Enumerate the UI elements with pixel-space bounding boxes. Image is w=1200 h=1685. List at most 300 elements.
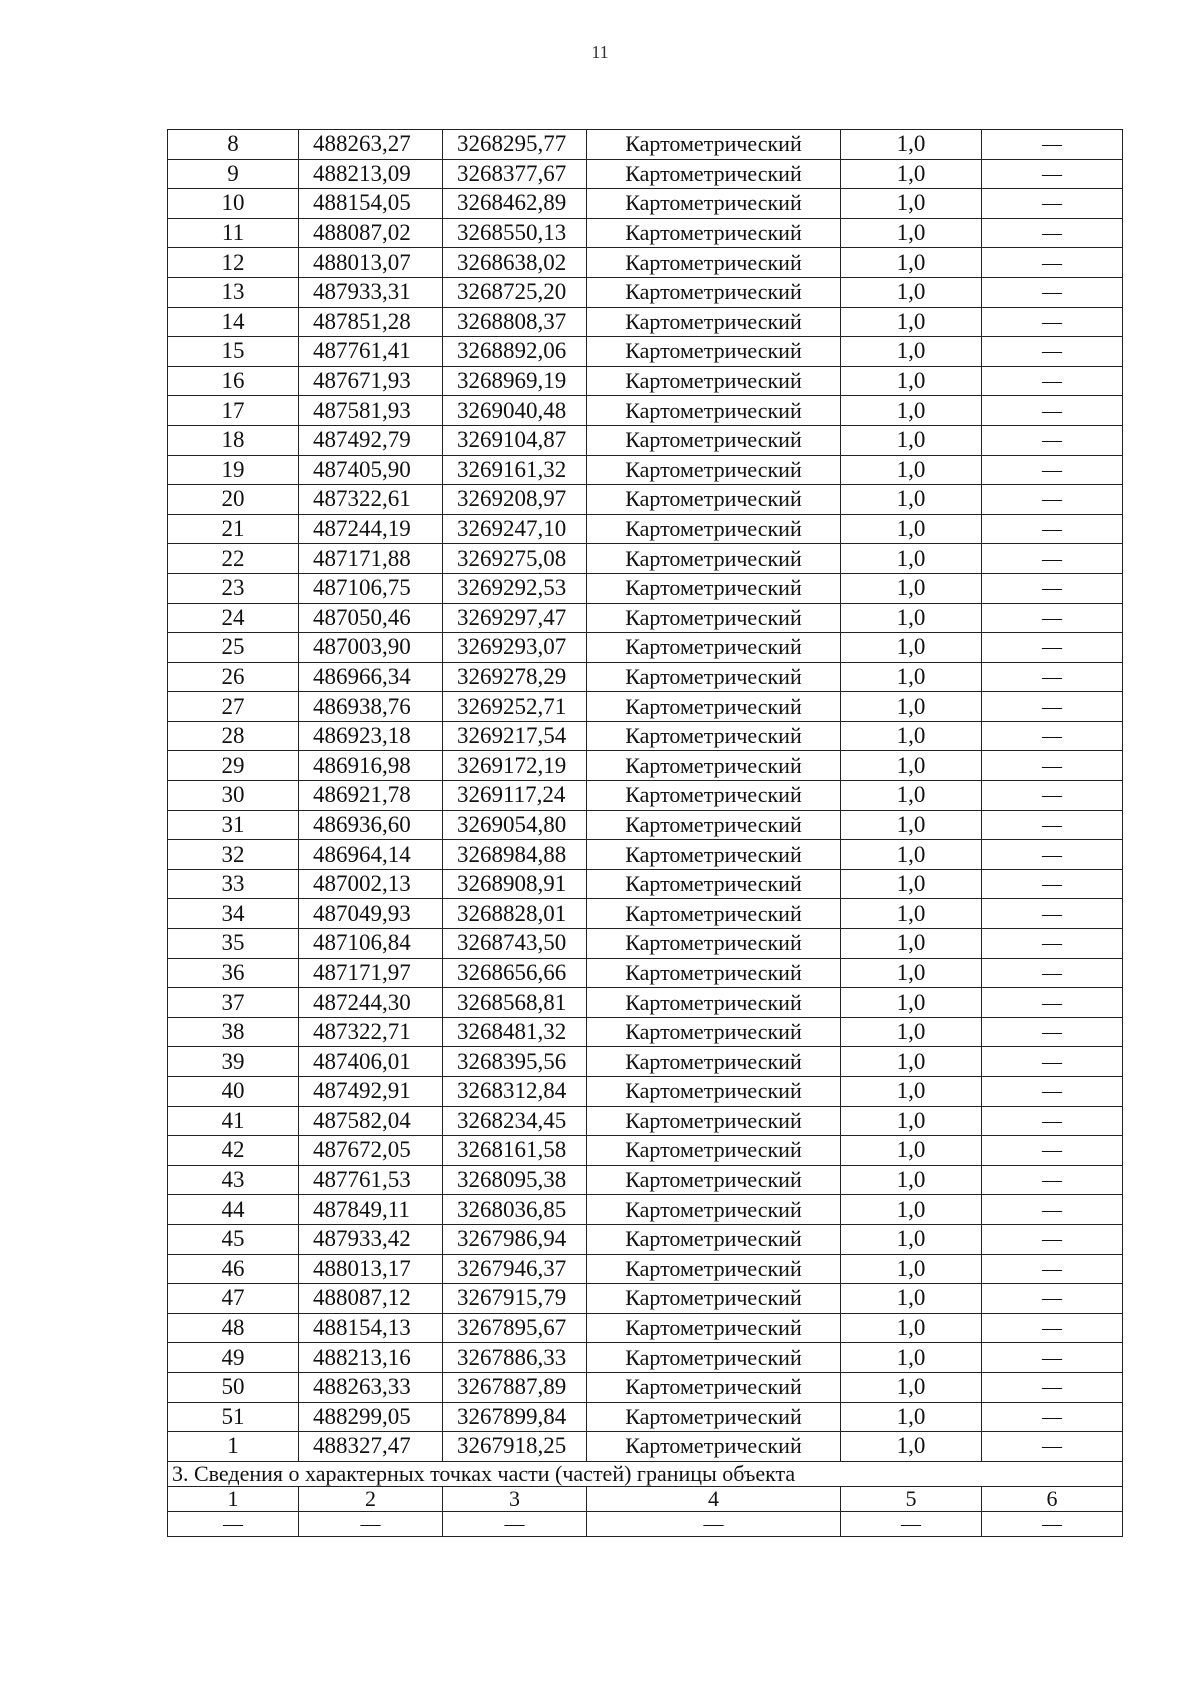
x-coordinate-cell: 487761,53 (299, 1165, 443, 1195)
accuracy-cell: 1,0 (841, 130, 982, 160)
y-coordinate-cell: 3269054,80 (443, 810, 587, 840)
point-number-cell: 38 (168, 1017, 299, 1047)
x-coordinate-cell: 487492,79 (299, 425, 443, 455)
method-cell: Картометрический (587, 396, 841, 426)
note-cell: — (982, 159, 1123, 189)
y-coordinate-cell: 3267887,89 (443, 1372, 587, 1402)
y-coordinate-cell: 3268295,77 (443, 130, 587, 160)
point-number-cell: 30 (168, 781, 299, 811)
accuracy-cell: 1,0 (841, 810, 982, 840)
point-number-cell: 20 (168, 485, 299, 515)
note-cell: — (982, 573, 1123, 603)
y-coordinate-cell: 3269208,97 (443, 485, 587, 515)
y-coordinate-cell: 3267895,67 (443, 1313, 587, 1343)
accuracy-cell: 1,0 (841, 1284, 982, 1314)
table-row (168, 1165, 1123, 1195)
point-number-cell: 28 (168, 721, 299, 751)
method-cell: Картометрический (587, 514, 841, 544)
x-coordinate-cell: 487244,30 (299, 988, 443, 1018)
y-coordinate-cell: 3267986,94 (443, 1224, 587, 1254)
method-cell: Картометрический (587, 1372, 841, 1402)
point-number-cell: 19 (168, 455, 299, 485)
point-number-cell: 34 (168, 899, 299, 929)
method-cell: Картометрический (587, 485, 841, 515)
accuracy-cell: 1,0 (841, 1254, 982, 1284)
method-cell: Картометрический (587, 1402, 841, 1432)
method-cell: Картометрический (587, 781, 841, 811)
point-number-cell: 15 (168, 337, 299, 367)
note-cell: — (982, 1165, 1123, 1195)
method-cell: Картометрический (587, 1313, 841, 1343)
point-number-cell: 42 (168, 1136, 299, 1166)
y-coordinate-cell: 3269297,47 (443, 603, 587, 633)
note-cell: — (982, 781, 1123, 811)
column-number-cell: 5 (841, 1486, 982, 1511)
y-coordinate-cell: 3268725,20 (443, 277, 587, 307)
accuracy-cell: 1,0 (841, 869, 982, 899)
point-number-cell: 1 (168, 1432, 299, 1462)
x-coordinate-cell: 487406,01 (299, 1047, 443, 1077)
point-number-cell: 43 (168, 1165, 299, 1195)
note-cell: — (982, 218, 1123, 248)
y-coordinate-cell: 3268828,01 (443, 899, 587, 929)
point-number-cell: 16 (168, 366, 299, 396)
x-coordinate-cell: 486923,18 (299, 721, 443, 751)
point-number-cell: 49 (168, 1343, 299, 1373)
point-number-cell: 47 (168, 1284, 299, 1314)
table-row (168, 751, 1123, 781)
note-cell: — (982, 751, 1123, 781)
table-row (168, 218, 1123, 248)
table-row (168, 633, 1123, 663)
point-number-cell: 25 (168, 633, 299, 663)
note-cell: — (982, 1224, 1123, 1254)
y-coordinate-cell: 3269217,54 (443, 721, 587, 751)
x-coordinate-cell: 488213,16 (299, 1343, 443, 1373)
y-coordinate-cell: 3268550,13 (443, 218, 587, 248)
x-coordinate-cell: 487581,93 (299, 396, 443, 426)
x-coordinate-cell: 487003,90 (299, 633, 443, 663)
table-row (168, 189, 1123, 219)
method-cell: Картометрический (587, 218, 841, 248)
x-coordinate-cell: 486966,34 (299, 662, 443, 692)
accuracy-cell: 1,0 (841, 662, 982, 692)
x-coordinate-cell: 486921,78 (299, 781, 443, 811)
point-number-cell: 11 (168, 218, 299, 248)
accuracy-cell: 1,0 (841, 899, 982, 929)
y-coordinate-cell: 3269292,53 (443, 573, 587, 603)
note-cell: — (982, 248, 1123, 278)
note-cell: — (982, 307, 1123, 337)
x-coordinate-cell: 488154,13 (299, 1313, 443, 1343)
method-cell: Картометрический (587, 751, 841, 781)
accuracy-cell: 1,0 (841, 1136, 982, 1166)
method-cell: Картометрический (587, 1017, 841, 1047)
y-coordinate-cell: 3268638,02 (443, 248, 587, 278)
note-cell: — (982, 692, 1123, 722)
note-cell: — (982, 1195, 1123, 1225)
point-number-cell: 32 (168, 840, 299, 870)
table-row (168, 1313, 1123, 1343)
point-number-cell: 39 (168, 1047, 299, 1077)
point-number-cell: 18 (168, 425, 299, 455)
point-number-cell: 8 (168, 130, 299, 160)
x-coordinate-cell: 488087,02 (299, 218, 443, 248)
note-cell: — (982, 1432, 1123, 1462)
note-cell: — (982, 1284, 1123, 1314)
note-cell: — (982, 1313, 1123, 1343)
column-number-cell: 2 (299, 1486, 443, 1511)
column-number-cell: 1 (168, 1486, 299, 1511)
y-coordinate-cell: 3268481,32 (443, 1017, 587, 1047)
x-coordinate-cell: 488154,05 (299, 189, 443, 219)
note-cell: — (982, 929, 1123, 959)
method-cell: Картометрический (587, 455, 841, 485)
y-coordinate-cell: 3267918,25 (443, 1432, 587, 1462)
y-coordinate-cell: 3269104,87 (443, 425, 587, 455)
method-cell: Картометрический (587, 1106, 841, 1136)
accuracy-cell: 1,0 (841, 958, 982, 988)
point-number-cell: 46 (168, 1254, 299, 1284)
x-coordinate-cell: 487049,93 (299, 899, 443, 929)
y-coordinate-cell: 3268462,89 (443, 189, 587, 219)
method-cell: Картометрический (587, 929, 841, 959)
section3-body (168, 1461, 1123, 1536)
method-cell: Картометрический (587, 337, 841, 367)
x-coordinate-cell: 487933,42 (299, 1224, 443, 1254)
y-coordinate-cell: 3268656,66 (443, 958, 587, 988)
boundary-points-table (167, 129, 1123, 1537)
accuracy-cell: 1,0 (841, 307, 982, 337)
table-row (168, 1047, 1123, 1077)
accuracy-cell: 1,0 (841, 988, 982, 1018)
x-coordinate-cell: 487671,93 (299, 366, 443, 396)
x-coordinate-cell: 486938,76 (299, 692, 443, 722)
method-cell: Картометрический (587, 366, 841, 396)
dash-cell: — (587, 1511, 841, 1536)
accuracy-cell: 1,0 (841, 1017, 982, 1047)
x-coordinate-cell: 487492,91 (299, 1077, 443, 1107)
points-table-body (168, 130, 1123, 1462)
accuracy-cell: 1,0 (841, 929, 982, 959)
y-coordinate-cell: 3267899,84 (443, 1402, 587, 1432)
method-cell: Картометрический (587, 573, 841, 603)
accuracy-cell: 1,0 (841, 1195, 982, 1225)
y-coordinate-cell: 3268969,19 (443, 366, 587, 396)
method-cell: Картометрический (587, 810, 841, 840)
note-cell: — (982, 455, 1123, 485)
table-row (168, 1254, 1123, 1284)
note-cell: — (982, 988, 1123, 1018)
section-3-empty-row (168, 1511, 1123, 1536)
table-row (168, 366, 1123, 396)
accuracy-cell: 1,0 (841, 721, 982, 751)
note-cell: — (982, 366, 1123, 396)
x-coordinate-cell: 488087,12 (299, 1284, 443, 1314)
method-cell: Картометрический (587, 248, 841, 278)
table-row (168, 1343, 1123, 1373)
note-cell: — (982, 189, 1123, 219)
table-row (168, 1106, 1123, 1136)
x-coordinate-cell: 487106,75 (299, 573, 443, 603)
column-number-cell: 3 (443, 1486, 587, 1511)
method-cell: Картометрический (587, 544, 841, 574)
method-cell: Картометрический (587, 1254, 841, 1284)
method-cell: Картометрический (587, 1165, 841, 1195)
point-number-cell: 50 (168, 1372, 299, 1402)
point-number-cell: 31 (168, 810, 299, 840)
method-cell: Картометрический (587, 1136, 841, 1166)
table-row (168, 869, 1123, 899)
point-number-cell: 10 (168, 189, 299, 219)
accuracy-cell: 1,0 (841, 633, 982, 663)
dash-cell: — (299, 1511, 443, 1536)
point-number-cell: 9 (168, 159, 299, 189)
method-cell: Картометрический (587, 603, 841, 633)
y-coordinate-cell: 3269275,08 (443, 544, 587, 574)
method-cell: Картометрический (587, 721, 841, 751)
accuracy-cell: 1,0 (841, 1313, 982, 1343)
x-coordinate-cell: 488327,47 (299, 1432, 443, 1462)
y-coordinate-cell: 3268908,91 (443, 869, 587, 899)
method-cell: Картометрический (587, 899, 841, 929)
section-3-heading-row (168, 1461, 1123, 1486)
table-row (168, 662, 1123, 692)
note-cell: — (982, 1136, 1123, 1166)
column-number-cell: 6 (982, 1486, 1123, 1511)
x-coordinate-cell: 487405,90 (299, 455, 443, 485)
table-row (168, 425, 1123, 455)
note-cell: — (982, 514, 1123, 544)
table-row (168, 396, 1123, 426)
method-cell: Картометрический (587, 1432, 841, 1462)
point-number-cell: 14 (168, 307, 299, 337)
note-cell: — (982, 899, 1123, 929)
note-cell: — (982, 958, 1123, 988)
x-coordinate-cell: 487849,11 (299, 1195, 443, 1225)
note-cell: — (982, 603, 1123, 633)
accuracy-cell: 1,0 (841, 514, 982, 544)
y-coordinate-cell: 3268377,67 (443, 159, 587, 189)
x-coordinate-cell: 487171,88 (299, 544, 443, 574)
note-cell: — (982, 1402, 1123, 1432)
section-3-title: 3. Сведения о характерных точках части (частей) границы объекта (168, 1461, 1123, 1486)
y-coordinate-cell: 3268036,85 (443, 1195, 587, 1225)
y-coordinate-cell: 3268095,38 (443, 1165, 587, 1195)
y-coordinate-cell: 3268161,58 (443, 1136, 587, 1166)
x-coordinate-cell: 487582,04 (299, 1106, 443, 1136)
accuracy-cell: 1,0 (841, 603, 982, 633)
x-coordinate-cell: 488299,05 (299, 1402, 443, 1432)
y-coordinate-cell: 3269247,10 (443, 514, 587, 544)
x-coordinate-cell: 487322,71 (299, 1017, 443, 1047)
method-cell: Картометрический (587, 633, 841, 663)
x-coordinate-cell: 487171,97 (299, 958, 443, 988)
point-number-cell: 37 (168, 988, 299, 1018)
section-3-column-numbers-row (168, 1486, 1123, 1511)
y-coordinate-cell: 3267915,79 (443, 1284, 587, 1314)
y-coordinate-cell: 3269293,07 (443, 633, 587, 663)
table-row (168, 455, 1123, 485)
point-number-cell: 33 (168, 869, 299, 899)
y-coordinate-cell: 3269040,48 (443, 396, 587, 426)
note-cell: — (982, 1106, 1123, 1136)
note-cell: — (982, 544, 1123, 574)
x-coordinate-cell: 488213,09 (299, 159, 443, 189)
table-row (168, 840, 1123, 870)
method-cell: Картометрический (587, 840, 841, 870)
note-cell: — (982, 840, 1123, 870)
accuracy-cell: 1,0 (841, 1047, 982, 1077)
note-cell: — (982, 869, 1123, 899)
table-row (168, 130, 1123, 160)
note-cell: — (982, 1372, 1123, 1402)
dash-cell: — (841, 1511, 982, 1536)
note-cell: — (982, 662, 1123, 692)
note-cell: — (982, 721, 1123, 751)
x-coordinate-cell: 487002,13 (299, 869, 443, 899)
method-cell: Картометрический (587, 869, 841, 899)
accuracy-cell: 1,0 (841, 1106, 982, 1136)
method-cell: Картометрический (587, 1077, 841, 1107)
point-number-cell: 12 (168, 248, 299, 278)
point-number-cell: 17 (168, 396, 299, 426)
method-cell: Картометрический (587, 1284, 841, 1314)
method-cell: Картометрический (587, 958, 841, 988)
note-cell: — (982, 277, 1123, 307)
point-number-cell: 41 (168, 1106, 299, 1136)
table-row (168, 988, 1123, 1018)
dash-cell: — (168, 1511, 299, 1536)
point-number-cell: 44 (168, 1195, 299, 1225)
table-row (168, 248, 1123, 278)
note-cell: — (982, 1343, 1123, 1373)
note-cell: — (982, 1047, 1123, 1077)
y-coordinate-cell: 3268395,56 (443, 1047, 587, 1077)
y-coordinate-cell: 3268743,50 (443, 929, 587, 959)
point-number-cell: 24 (168, 603, 299, 633)
accuracy-cell: 1,0 (841, 248, 982, 278)
table-row (168, 573, 1123, 603)
y-coordinate-cell: 3269252,71 (443, 692, 587, 722)
x-coordinate-cell: 487050,46 (299, 603, 443, 633)
y-coordinate-cell: 3269161,32 (443, 455, 587, 485)
accuracy-cell: 1,0 (841, 751, 982, 781)
dash-cell: — (443, 1511, 587, 1536)
x-coordinate-cell: 486936,60 (299, 810, 443, 840)
table-row (168, 1017, 1123, 1047)
accuracy-cell: 1,0 (841, 840, 982, 870)
x-coordinate-cell: 486964,14 (299, 840, 443, 870)
accuracy-cell: 1,0 (841, 396, 982, 426)
x-coordinate-cell: 488013,07 (299, 248, 443, 278)
x-coordinate-cell: 486916,98 (299, 751, 443, 781)
table-row (168, 159, 1123, 189)
point-number-cell: 23 (168, 573, 299, 603)
accuracy-cell: 1,0 (841, 1432, 982, 1462)
accuracy-cell: 1,0 (841, 1165, 982, 1195)
table-row (168, 514, 1123, 544)
accuracy-cell: 1,0 (841, 1402, 982, 1432)
x-coordinate-cell: 488013,17 (299, 1254, 443, 1284)
table-row (168, 1195, 1123, 1225)
method-cell: Картометрический (587, 1343, 841, 1373)
note-cell: — (982, 130, 1123, 160)
accuracy-cell: 1,0 (841, 485, 982, 515)
table-row (168, 1402, 1123, 1432)
note-cell: — (982, 425, 1123, 455)
y-coordinate-cell: 3267886,33 (443, 1343, 587, 1373)
x-coordinate-cell: 487672,05 (299, 1136, 443, 1166)
accuracy-cell: 1,0 (841, 1077, 982, 1107)
y-coordinate-cell: 3267946,37 (443, 1254, 587, 1284)
accuracy-cell: 1,0 (841, 455, 982, 485)
accuracy-cell: 1,0 (841, 218, 982, 248)
method-cell: Картометрический (587, 277, 841, 307)
accuracy-cell: 1,0 (841, 1372, 982, 1402)
point-number-cell: 35 (168, 929, 299, 959)
note-cell: — (982, 396, 1123, 426)
y-coordinate-cell: 3268892,06 (443, 337, 587, 367)
note-cell: — (982, 337, 1123, 367)
accuracy-cell: 1,0 (841, 366, 982, 396)
accuracy-cell: 1,0 (841, 692, 982, 722)
column-number-cell: 4 (587, 1486, 841, 1511)
method-cell: Картометрический (587, 189, 841, 219)
method-cell: Картометрический (587, 1195, 841, 1225)
table-row (168, 307, 1123, 337)
point-number-cell: 27 (168, 692, 299, 722)
note-cell: — (982, 1254, 1123, 1284)
table-row (168, 1077, 1123, 1107)
table-row (168, 1284, 1123, 1314)
note-cell: — (982, 633, 1123, 663)
table-row (168, 781, 1123, 811)
dash-cell: — (982, 1511, 1123, 1536)
method-cell: Картометрический (587, 1224, 841, 1254)
point-number-cell: 51 (168, 1402, 299, 1432)
accuracy-cell: 1,0 (841, 573, 982, 603)
method-cell: Картометрический (587, 662, 841, 692)
table-row (168, 810, 1123, 840)
table-row (168, 603, 1123, 633)
table-row (168, 1372, 1123, 1402)
method-cell: Картометрический (587, 692, 841, 722)
table-row (168, 1224, 1123, 1254)
table-row (168, 277, 1123, 307)
accuracy-cell: 1,0 (841, 1343, 982, 1373)
table-row (168, 485, 1123, 515)
table-row (168, 692, 1123, 722)
accuracy-cell: 1,0 (841, 544, 982, 574)
x-coordinate-cell: 488263,27 (299, 130, 443, 160)
x-coordinate-cell: 487244,19 (299, 514, 443, 544)
point-number-cell: 45 (168, 1224, 299, 1254)
accuracy-cell: 1,0 (841, 781, 982, 811)
table-row (168, 1432, 1123, 1462)
x-coordinate-cell: 488263,33 (299, 1372, 443, 1402)
y-coordinate-cell: 3268984,88 (443, 840, 587, 870)
method-cell: Картометрический (587, 130, 841, 160)
table-row (168, 899, 1123, 929)
y-coordinate-cell: 3268234,45 (443, 1106, 587, 1136)
point-number-cell: 13 (168, 277, 299, 307)
note-cell: — (982, 1017, 1123, 1047)
point-number-cell: 22 (168, 544, 299, 574)
table-row (168, 337, 1123, 367)
accuracy-cell: 1,0 (841, 159, 982, 189)
accuracy-cell: 1,0 (841, 425, 982, 455)
